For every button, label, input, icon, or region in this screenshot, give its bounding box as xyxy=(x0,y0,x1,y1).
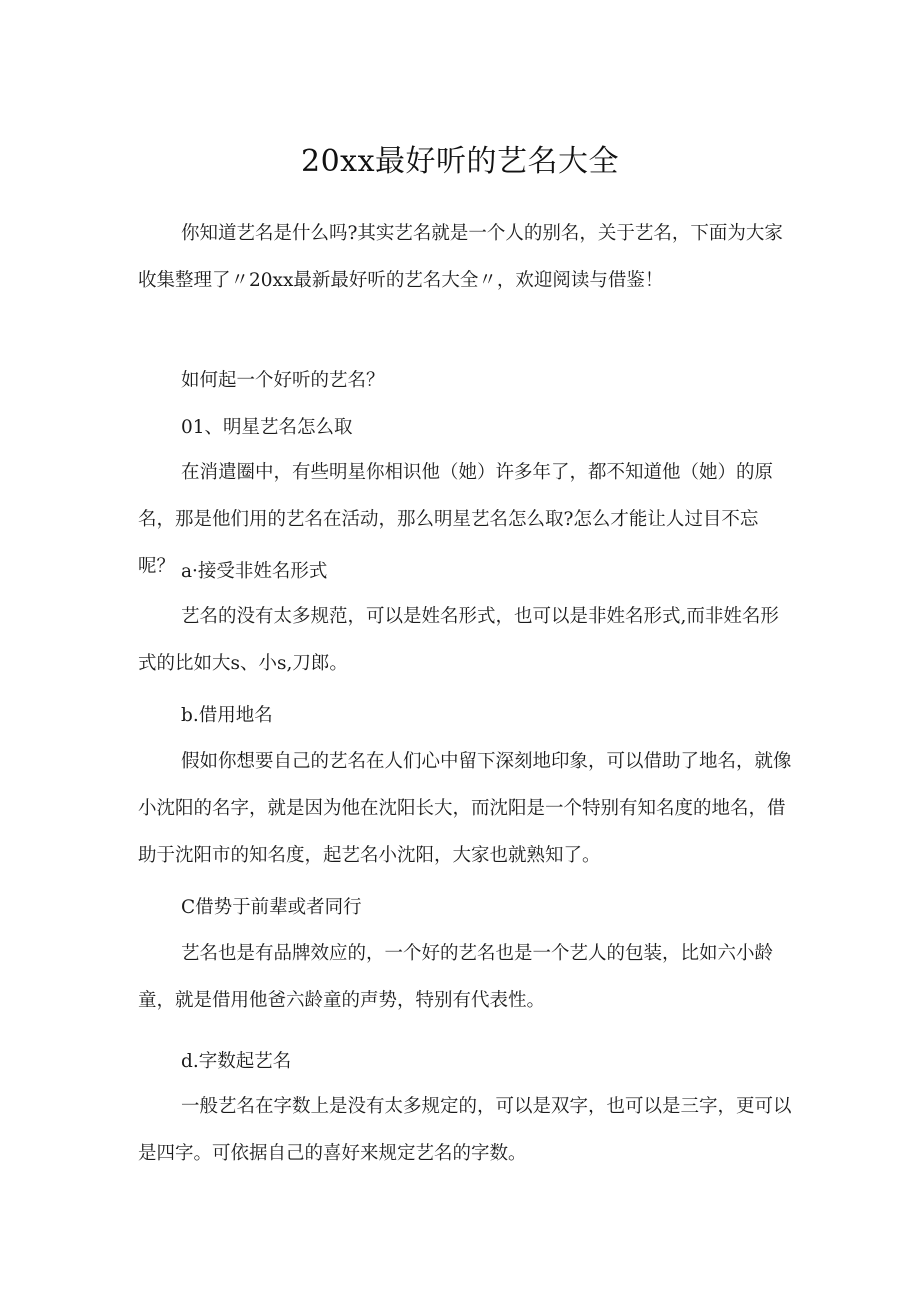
section-01-paragraph: 在消遣圈中，有些明星你相识他（她）许多年了，都不知道他（她）的原名，那是他们用的艺名在活动，那么明星艺名怎么取?怎么才能让人过目不忘呢？ xyxy=(138,462,774,577)
section-d-paragraph: 一般艺名在字数上是没有太多规定的，可以是双字，也可以是三字，更可以是四字。可依据自己的喜好来规定艺名的字数。 xyxy=(138,1096,792,1164)
section-d-heading: d.字数起艺名 xyxy=(181,1051,292,1072)
section-c-heading: C借势于前辈或者同行 xyxy=(181,897,362,918)
section-b-paragraph: 假如你想要自己的艺名在人们心中留下深刻地印象，可以借助了地名，就像小沈阳的名字，就是因为他在沈阳长大，而沈阳是一个特别有知名度的地名，借助于沈阳市的知名度，起艺名小沈阳，大家也就熟知了。 xyxy=(138,751,792,866)
question-heading: 如何起一个好听的艺名？ xyxy=(181,370,385,391)
section-b-heading: b.借用地名 xyxy=(181,705,273,726)
section-c-paragraph: 艺名也是有品牌效应的，一个好的艺名也是一个艺人的包装，比如六小龄童，就是借用他爸六龄童的声势，特别有代表性。 xyxy=(138,943,774,1011)
document-title: 20xx最好听的艺名大全 xyxy=(300,144,619,179)
section-01-heading: 01、明星艺名怎么取 xyxy=(181,417,353,438)
section-a-heading: a·接受非姓名形式 xyxy=(181,561,328,582)
intro-paragraph: 你知道艺名是什么吗?其实艺名就是一个人的别名，关于艺名，下面为大家收集整理了〃20xx最新最好听的艺名大全〃，欢迎阅读与借鉴！ xyxy=(138,223,783,291)
section-a-paragraph: 艺名的没有太多规范，可以是姓名形式，也可以是非姓名形式,而非姓名形式的比如大s、小s,刀郎。 xyxy=(138,606,779,674)
